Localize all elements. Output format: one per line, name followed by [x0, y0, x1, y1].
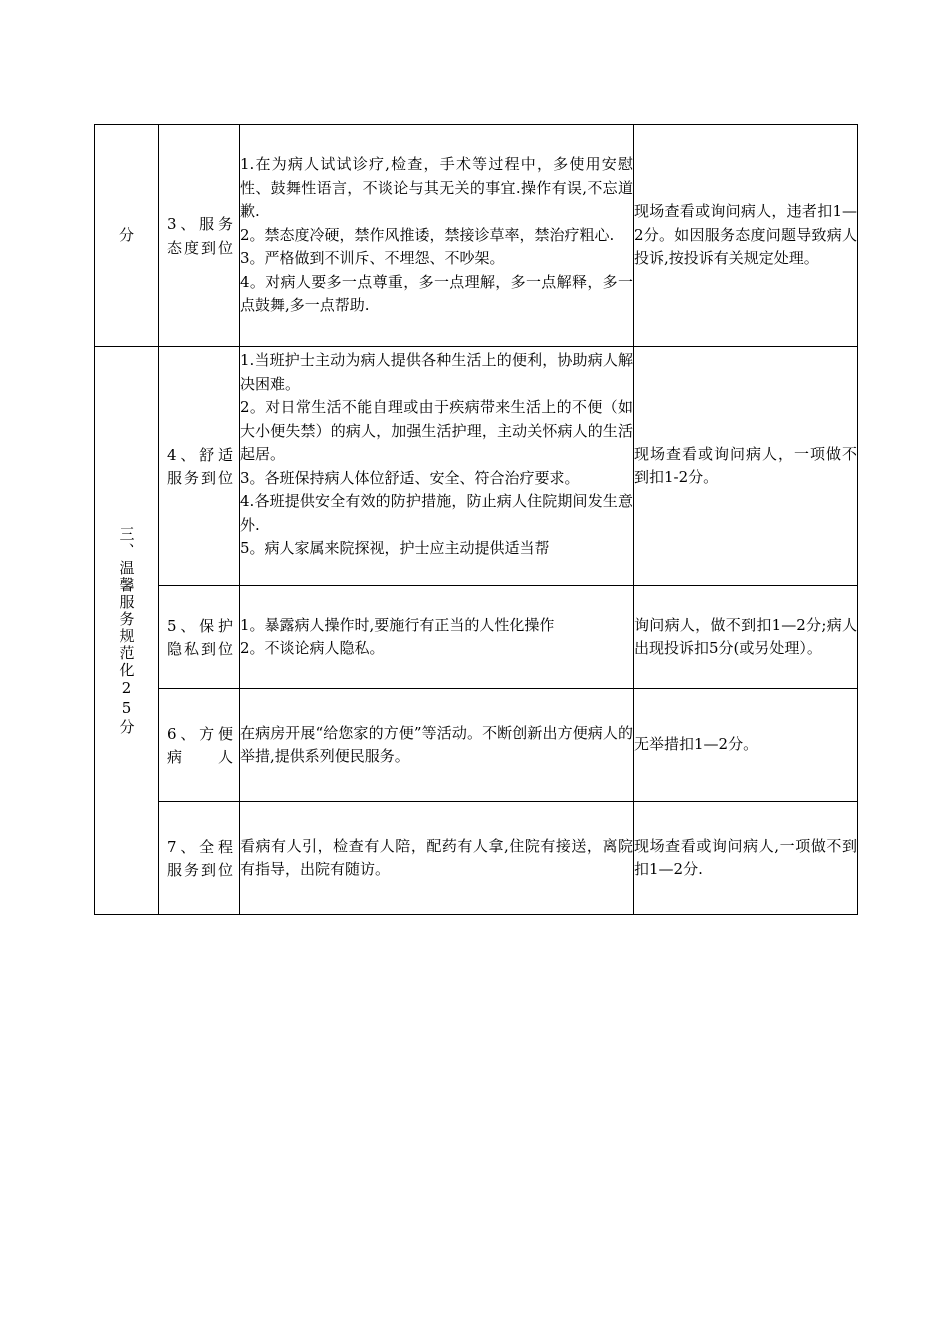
scoring-rule: 现场查看或询问病人，一项做不到扣1-2分。: [634, 444, 857, 486]
standard-line: 4。对病人要多一点尊重，多一点理解，多一点解释，多一点鼓舞,多一点帮助.: [240, 272, 633, 315]
scoring-rule: 无举措扣1—2分。: [634, 735, 759, 754]
standard-line: 3。严格做到不训斥、不埋怨、不吵架。: [240, 249, 505, 268]
standard-line: 3。各班保持病人体位舒适、安全、符合治疗要求。: [240, 468, 580, 487]
scoring-cell: [634, 586, 858, 689]
standard-line: 1.在为病人试试诊疗,检查，手术等过程中，多使用安慰性、鼓舞性语言，不谈论与其无关的事宜.操作有误,不忘道歉.: [240, 155, 633, 221]
standard-line: 2。禁态度冷硬，禁作风推诿，禁接诊草率，禁治疗粗心.: [240, 225, 615, 244]
item-cell: [159, 586, 240, 689]
standards-clip: [240, 347, 633, 585]
item-cell: [159, 802, 240, 915]
item-label: 5、保护隐私到位: [167, 616, 233, 658]
table-row: [95, 125, 858, 347]
item-cell: [159, 125, 240, 347]
table-row: [95, 802, 858, 915]
standard-line: 2。对日常生活不能自理或由于疾病带来生活上的不便（如大小便失禁）的病人，加强生活护理，主动关怀病人的生活起居。: [240, 398, 633, 463]
standard-line: 1。暴露病人操作时,要施行有正当的人性化操作: [240, 615, 555, 634]
scoring-rule: 现场查看或询问病人,一项做不到扣1—2分.: [634, 836, 857, 878]
item-cell: [159, 689, 240, 802]
standard-line: 5。病人家属来院探视，护士应主动提供适当帮: [240, 539, 550, 557]
standards-cell: [240, 125, 634, 347]
standards-cell: [240, 802, 634, 915]
evaluation-table: [94, 124, 858, 915]
standard-line: 看病有人引，检查有人陪，配药有人拿,住院有接送，离院有指导，出院有随访。: [240, 836, 633, 878]
item-label: 3、服务态度到位: [167, 215, 233, 257]
category-cell-prev: [95, 125, 159, 347]
scoring-cell: [634, 689, 858, 802]
item-label: 7、全程服务到位: [167, 837, 233, 879]
scoring-cell: [634, 802, 858, 915]
scoring-cell: [634, 347, 858, 586]
item-cell: [159, 347, 240, 586]
standard-line: 2。不谈论病人隐私。: [240, 639, 385, 657]
standard-line: 在病房开展“给您家的方便”等活动。不断创新出方便病人的举措,提供系列便民服务。: [240, 723, 633, 765]
table-row: [95, 347, 858, 586]
category-label: 三、温馨服务规范化25分: [117, 525, 136, 736]
standards-cell: [240, 689, 634, 802]
scoring-rule: 现场查看或询问病人，违者扣1—2分。如因服务态度问题导致病人投诉,按投诉有关规定处理。: [634, 202, 857, 268]
scoring-rule: 询问病人，做不到扣1—2分;病人出现投诉扣5分(或另处理）。: [634, 615, 857, 657]
category-label: 分: [118, 225, 134, 244]
standards-cell: [240, 586, 634, 689]
item-label: 6、方便病人: [167, 724, 233, 766]
scoring-cell: [634, 125, 858, 347]
table-row: [95, 586, 858, 689]
item-label: 4、舒适服务到位: [167, 445, 233, 487]
standard-line: 4.各班提供安全有效的防护措施，防止病人住院期间发生意外.: [240, 492, 633, 534]
standards-cell: [240, 347, 634, 586]
standard-line: 1.当班护士主动为病人提供各种生活上的便利，协助病人解决困难。: [240, 351, 633, 393]
category-cell-section-three: [95, 347, 159, 915]
table-row: [95, 689, 858, 802]
